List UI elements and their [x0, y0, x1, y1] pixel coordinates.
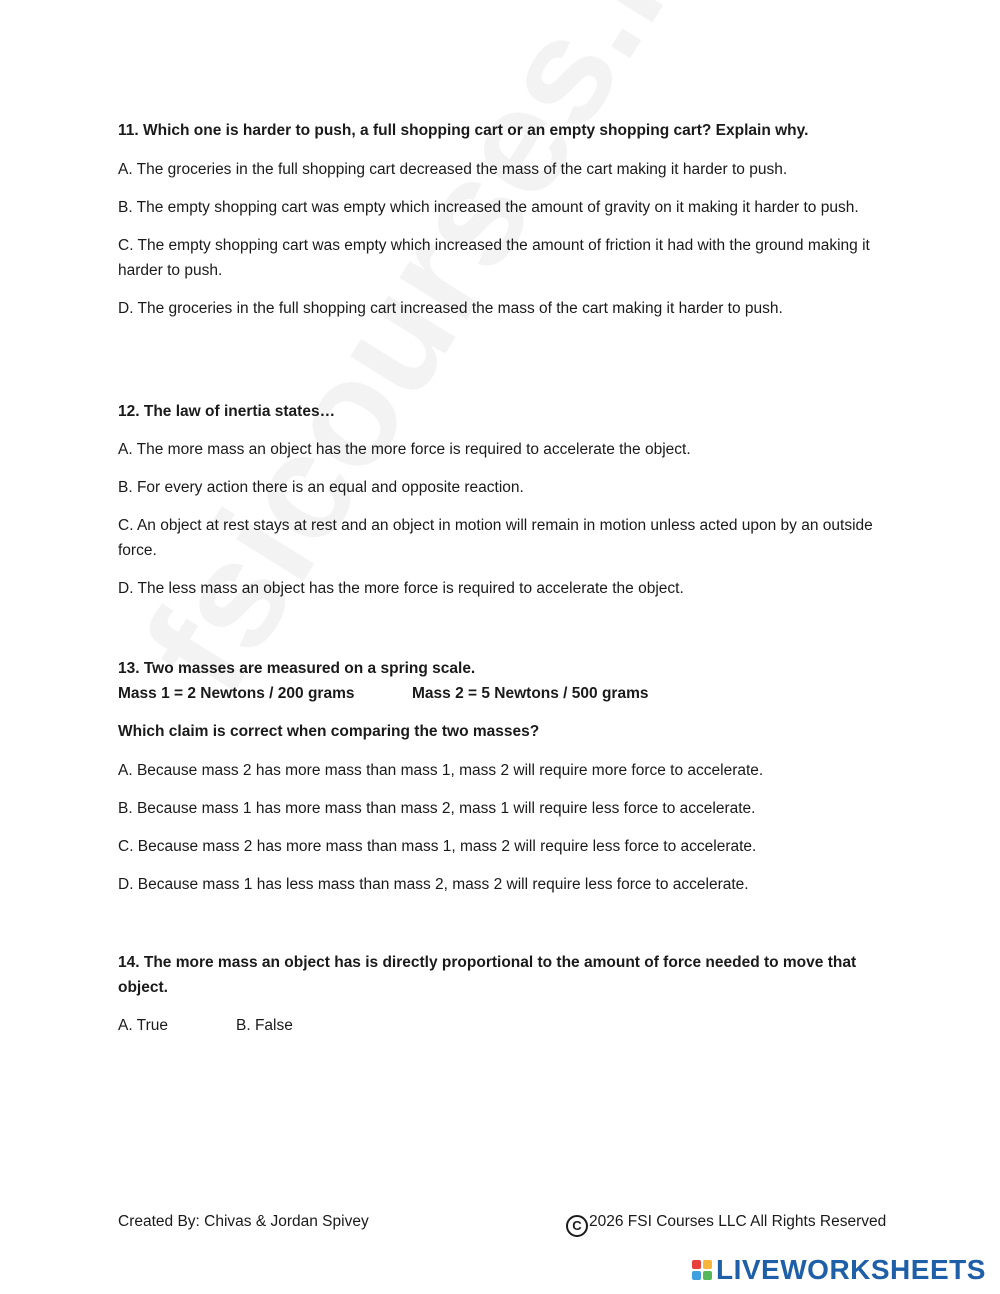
option-a: A. The more mass an object has the more force is required to accelerate the object.: [118, 441, 691, 458]
option-a: A. The groceries in the full shopping cart decreased the mass of the cart making it harder to push.: [118, 161, 788, 178]
option-d: D. Because mass 1 has less mass than mass 2, mass 2 will require less force to accelerate.: [118, 876, 749, 893]
question-12: [118, 399, 888, 601]
option-a: A. True: [118, 1017, 168, 1034]
watermark: [110, 0, 796, 722]
option-c: C. The empty shopping cart was empty which increased the amount of friction it had with the ground making it harder to push.: [118, 237, 870, 279]
liveworksheets-logo[interactable]: [692, 1254, 986, 1286]
logo-grid-icon: [692, 1260, 712, 1280]
option-b: B. For every action there is an equal and opposite reaction.: [118, 479, 524, 496]
option-a: A. Because mass 2 has more mass than mass 1, mass 2 will require more force to accelerate.: [118, 762, 764, 779]
logo-square-3: [692, 1271, 701, 1280]
option-d: D. The groceries in the full shopping cart increased the mass of the cart making it harder to push.: [118, 300, 783, 317]
option-b: B. False: [236, 1017, 293, 1034]
question-title: 13. Two masses are measured on a spring scale.: [118, 660, 476, 677]
question-title: 11. Which one is harder to push, a full shopping cart or an empty shopping cart? Explain why.: [118, 122, 809, 139]
question-11: [118, 118, 888, 321]
logo-square-4: [703, 1271, 712, 1280]
logo-square-2: [703, 1260, 712, 1269]
true-false-options: [118, 1013, 888, 1038]
logo-square-1: [692, 1260, 701, 1269]
question-14: [118, 950, 888, 1038]
option-b: B. Because mass 1 has more mass than mass 2, mass 1 will require less force to accelerate.: [118, 800, 756, 817]
copyright-text: 2026 FSI Courses LLC All Rights Reserved: [589, 1213, 887, 1230]
logo-text: LIVEWORKSHEETS: [716, 1254, 986, 1285]
question-title: 14. The more mass an object has is directly proportional to the amount of force needed to move that object.: [118, 954, 857, 996]
question-title: 12. The law of inertia states…: [118, 403, 336, 420]
option-c: C. An object at rest stays at rest and an object in motion will remain in motion unless acted upon by an outside force.: [118, 517, 873, 559]
question-subtitle: Which claim is correct when comparing the two masses?: [118, 723, 540, 740]
option-d: D. The less mass an object has the more force is required to accelerate the object.: [118, 580, 684, 597]
option-b: B. The empty shopping cart was empty which increased the amount of gravity on it making it harder to push.: [118, 199, 859, 216]
mass-2-value: Mass 2 = 5 Newtons / 500 grams: [412, 685, 649, 702]
question-13: [118, 656, 888, 897]
copyright-icon: C: [566, 1215, 588, 1237]
mass-1-value: Mass 1 = 2 Newtons / 200 grams: [118, 685, 355, 702]
option-c: C. Because mass 2 has more mass than mass 1, mass 2 will require less force to accelerate.: [118, 838, 757, 855]
mass-values: [118, 681, 888, 706]
footer-copyright: [566, 1213, 886, 1237]
footer-credits: Created By: Chivas & Jordan Spivey: [118, 1213, 369, 1230]
